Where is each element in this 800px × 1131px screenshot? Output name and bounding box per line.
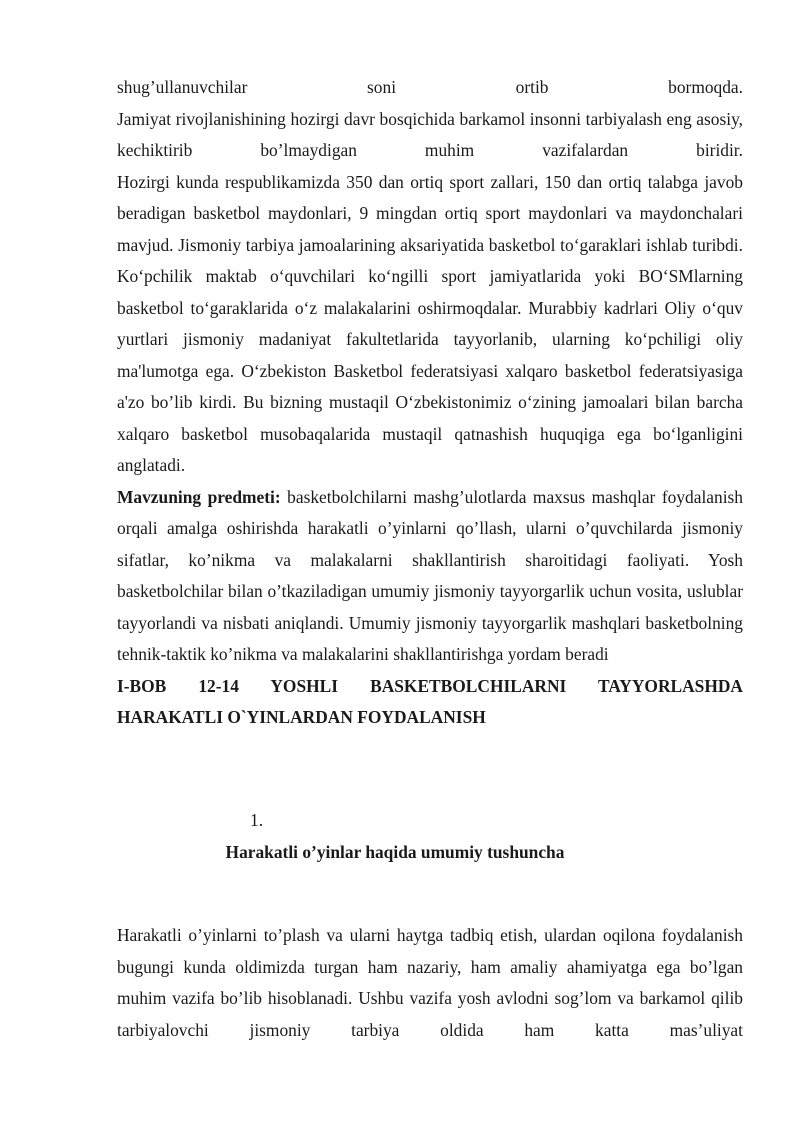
subject-text: basketbolchilarni mashg’ulotlarda maxsus mashqlar foydalanish orqali amalga oshirishda harakatli o’yinlarni qo’llash, ularni o’quvchilarda jismoniy sifatlar, ko’nikma va malakalarni shakllantirish sharoitidagi faoliyati. Yosh basketbolchilar bilan o’tkaziladigan umumiy jismoniy tayyorgarlik uchun vosita, uslublar tayyorlandi va nisbati aniqlandi. Umumiy jismoniy tayyorgarlik mashqlari basketbolning tehnik-taktik ko’nikma va malakalarini shakllantirishga yordam beradi xyxy=(117,486,743,664)
paragraph-subject xyxy=(117,482,743,671)
subject-label: Mavzuning predmeti: xyxy=(117,486,281,507)
body-section xyxy=(117,920,743,1046)
paragraph-intro-2: Jamiyat rivojlanishining hozirgi davr bosqichida barkamol insonni tarbiyalash eng asosiy, kechiktirib bo’lmaydigan muhim vazifalardan biridir. xyxy=(117,108,743,160)
section-number: 1. xyxy=(250,810,264,830)
chapter-heading-line2: HARAKATLI O`YINLARDAN FOYDALANISH xyxy=(117,706,486,727)
chapter-heading xyxy=(117,671,743,733)
paragraph-intro-3: Hozirgi kunda respublikamizda 350 dan ortiq sport zallari, 150 dan ortiq talabga javob beradigan basketbol maydonlari, 9 mingdan ortiq sport maydonlari va maydonchalari mavjud. Jismoniy tarbiya jamoalarining aksariyatida basketbol to‘garaklari ishlab turibdi. Ko‘pchilik maktab o‘quvchilari ko‘ngilli sport jamiyatlarida yoki BO‘SMlarning basketbol to‘garaklarida o‘z malakalarini oshirmoqdalar. Murabbiy kadrlari Oliy o‘quv yurtlari jismoniy madaniyat fakultetlarida tayyorlanib, ularning ko‘pchiligi oliy ma'lumotga ega. O‘zbekiston Basketbol federatsiyasi xalqaro basketbol federatsiyasiga a'zo bo’lib kirdi. Bu bizning mustaqil O‘zbekistonimiz o‘zining jamoalari bilan barcha xalqaro basketbol musobaqalarida mustaqil qatnashish huquqiga ega bo‘lganligini anglatadi. xyxy=(117,171,743,475)
section-title: Harakatli o’yinlar haqida umumiy tushuncha xyxy=(225,842,565,862)
paragraph-intro-1: shug’ullanuvchilar soni ortib bormoqda. xyxy=(117,77,743,97)
paragraph-body: Harakatli o’yinlarni to’plash va ularni haytga tadbiq etish, ulardan oqilona foydalanish bugungi kunda oldimizda turgan ham nazariy, ham amaliy ahamiyatga ega bo’lgan muhim vazifa bo’lib hisoblanadi. Ushbu vazifa yosh avlodni sog’lom va barkamol qilib tarbiyalovchi jismoniy tarbiya oldida ham katta mas’uliyat xyxy=(117,925,743,1040)
chapter-heading-line1: I-BOB 12-14 YOSHLI BASKETBOLCHILARNI TAYYORLASHDA xyxy=(117,675,743,696)
intro-section xyxy=(117,72,743,733)
